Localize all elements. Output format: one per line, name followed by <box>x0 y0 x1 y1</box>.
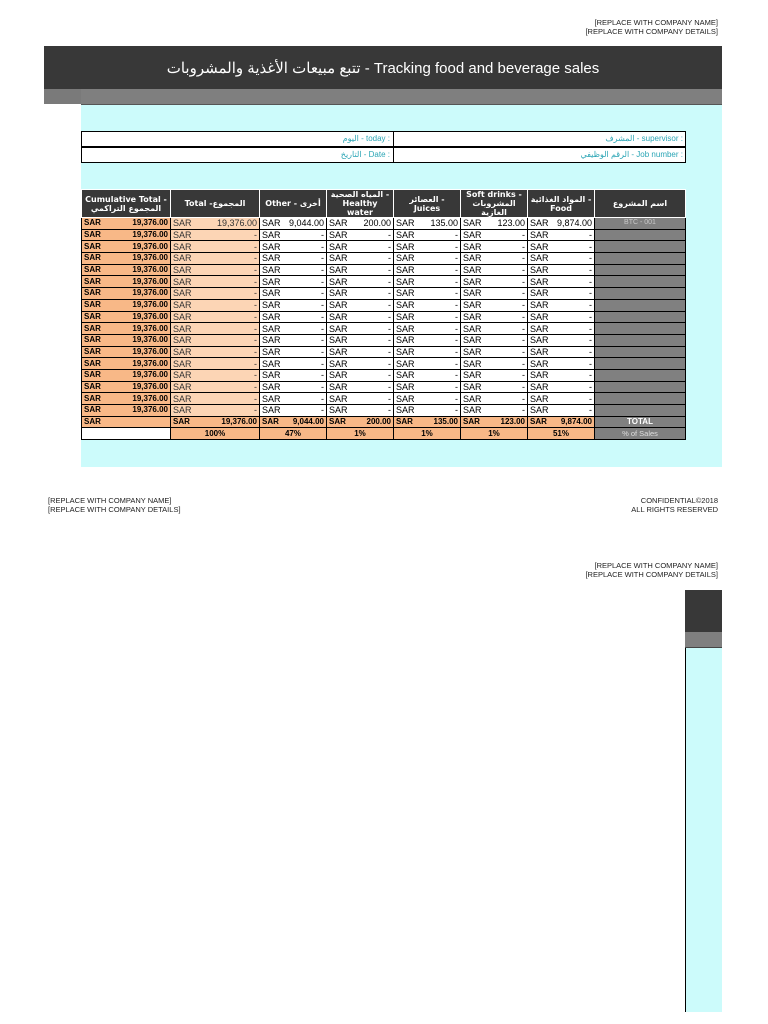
food-cell[interactable]: SAR - <box>528 393 595 405</box>
project-cell[interactable] <box>595 323 686 335</box>
page2-gray-bar <box>685 632 722 648</box>
food-cell[interactable]: SAR - <box>528 311 595 323</box>
percent-soft: 1% <box>461 428 528 440</box>
soft-cell[interactable]: SAR - <box>461 369 528 381</box>
total-cell[interactable]: SAR - <box>171 334 260 346</box>
juices-cell[interactable]: SAR - <box>394 393 461 405</box>
cumulative-cell[interactable]: SAR 19,376.00 <box>82 381 171 393</box>
juices-cell[interactable]: SAR - <box>394 405 461 417</box>
water-cell[interactable]: SAR - <box>327 264 394 276</box>
soft-cell[interactable]: SAR - <box>461 323 528 335</box>
footer-company-name: [REPLACE WITH COMPANY NAME] <box>48 496 172 505</box>
soft-cell[interactable]: SAR - <box>461 253 528 265</box>
info-divider <box>393 148 394 162</box>
other-cell[interactable]: SAR - <box>260 229 327 241</box>
page2-title-bar <box>685 590 722 632</box>
juices-cell[interactable]: SAR - <box>394 346 461 358</box>
col-soft-drinks: Soft drinks - المشروبات الغازية <box>461 190 528 218</box>
other-cell[interactable]: SAR - <box>260 299 327 311</box>
other-cell[interactable]: SAR - <box>260 346 327 358</box>
total-cell[interactable]: SAR - <box>171 253 260 265</box>
table-row <box>82 405 686 417</box>
table-row <box>82 299 686 311</box>
project-cell[interactable] <box>595 229 686 241</box>
table-row <box>82 288 686 300</box>
cumulative-cell[interactable]: SAR 19,376.00 <box>82 276 171 288</box>
percent-food: 51% <box>528 428 595 440</box>
footer-company-details: [REPLACE WITH COMPANY DETAILS] <box>48 504 181 514</box>
juices-cell[interactable]: SAR - <box>394 276 461 288</box>
cumulative-cell[interactable]: SAR 19,376.00 <box>82 393 171 405</box>
total-cell[interactable]: SAR - <box>171 381 260 393</box>
project-cell[interactable] <box>595 358 686 370</box>
project-cell[interactable] <box>595 381 686 393</box>
food-cell[interactable]: SAR - <box>528 229 595 241</box>
food-cell[interactable]: SAR - <box>528 253 595 265</box>
date-field[interactable]: التاريخ - Date : <box>340 150 390 159</box>
cumulative-cell[interactable]: SAR 19,376.00 <box>82 241 171 253</box>
supervisor-field[interactable]: المشرف - supervisor : <box>605 134 683 143</box>
cumulative-cell[interactable]: SAR 19,376.00 <box>82 218 171 230</box>
juices-cell[interactable]: SAR - <box>394 369 461 381</box>
juices-cell[interactable]: SAR - <box>394 299 461 311</box>
juices-cell[interactable]: SAR - <box>394 311 461 323</box>
percent-blank-cell <box>82 428 171 440</box>
table-row <box>82 241 686 253</box>
project-cell[interactable] <box>595 393 686 405</box>
project-cell[interactable] <box>595 299 686 311</box>
percent-label: % of Sales <box>595 428 686 440</box>
footer-rights: ALL RIGHTS RESERVED <box>631 504 718 514</box>
water-cell[interactable]: SAR - <box>327 346 394 358</box>
water-cell[interactable]: SAR - <box>327 369 394 381</box>
job-number-field[interactable]: الرقم الوظيفي - Job number : <box>580 150 683 159</box>
food-cell[interactable]: SAR - <box>528 369 595 381</box>
juices-cell[interactable]: SAR - <box>394 264 461 276</box>
cumulative-cell[interactable]: SAR 19,376.00 <box>82 229 171 241</box>
project-cell[interactable] <box>595 253 686 265</box>
cumulative-cell[interactable]: SAR 19,376.00 <box>82 334 171 346</box>
col-other: Other - أخرى <box>260 190 327 218</box>
other-cell[interactable]: SAR - <box>260 241 327 253</box>
juices-cell[interactable]: SAR - <box>394 381 461 393</box>
food-cell[interactable]: SAR - <box>528 405 595 417</box>
table-row <box>82 264 686 276</box>
juices-cell[interactable]: SAR - <box>394 253 461 265</box>
percent-other: 47% <box>260 428 327 440</box>
total-cell[interactable]: SAR - <box>171 241 260 253</box>
page2-header <box>585 562 718 579</box>
cumulative-cell[interactable]: SAR 19,376.00 <box>82 253 171 265</box>
page-title: تتبع مبيعات الأغذية والمشروبات - Tracking food and beverage sales <box>44 46 722 89</box>
food-cell[interactable]: SAR - <box>528 323 595 335</box>
other-cell[interactable]: SAR - <box>260 253 327 265</box>
soft-cell[interactable]: SAR - <box>461 405 528 417</box>
other-cell[interactable]: SAR - <box>260 369 327 381</box>
water-cell[interactable]: SAR - <box>327 253 394 265</box>
total-cell[interactable]: SAR - <box>171 276 260 288</box>
totals-water-cell: SAR 200.00 <box>327 416 394 428</box>
juices-cell[interactable]: SAR - <box>394 358 461 370</box>
totals-juices-cell: SAR 135.00 <box>394 416 461 428</box>
other-cell[interactable]: SAR - <box>260 405 327 417</box>
table-row <box>82 381 686 393</box>
col-cumulative: Cumulative Total - المجموع التراكمي <box>82 190 171 218</box>
soft-cell[interactable]: SAR - <box>461 264 528 276</box>
total-cell[interactable]: SAR - <box>171 288 260 300</box>
table-row <box>82 369 686 381</box>
project-cell[interactable] <box>595 334 686 346</box>
company-details: [REPLACE WITH COMPANY DETAILS] <box>585 26 718 36</box>
info-row-1 <box>81 131 686 147</box>
soft-cell[interactable]: SAR - <box>461 358 528 370</box>
total-cell[interactable]: SAR - <box>171 264 260 276</box>
food-cell[interactable]: SAR - <box>528 288 595 300</box>
soft-cell[interactable]: SAR - <box>461 381 528 393</box>
total-cell[interactable]: SAR - <box>171 358 260 370</box>
juices-cell[interactable]: SAR - <box>394 288 461 300</box>
soft-cell[interactable]: SAR - <box>461 346 528 358</box>
table-row <box>82 276 686 288</box>
table-row <box>82 358 686 370</box>
info-divider <box>393 132 394 146</box>
table-row <box>82 393 686 405</box>
water-cell[interactable]: SAR - <box>327 311 394 323</box>
juices-cell[interactable]: SAR - <box>394 241 461 253</box>
soft-cell[interactable]: SAR - <box>461 299 528 311</box>
percent-water: 1% <box>327 428 394 440</box>
cumulative-cell[interactable]: SAR 19,376.00 <box>82 358 171 370</box>
total-cell[interactable]: SAR - <box>171 311 260 323</box>
water-cell[interactable]: SAR - <box>327 229 394 241</box>
totals-row <box>82 416 686 428</box>
project-cell[interactable] <box>595 241 686 253</box>
food-cell[interactable]: SAR - <box>528 299 595 311</box>
project-cell[interactable] <box>595 405 686 417</box>
other-cell[interactable]: SAR - <box>260 393 327 405</box>
total-cell[interactable]: SAR - <box>171 323 260 335</box>
table-row <box>82 311 686 323</box>
food-cell[interactable]: SAR - <box>528 334 595 346</box>
water-cell[interactable]: SAR - <box>327 299 394 311</box>
food-cell[interactable]: SAR - <box>528 346 595 358</box>
info-row-2 <box>81 147 686 163</box>
other-cell[interactable]: SAR - <box>260 334 327 346</box>
percent-row <box>82 428 686 440</box>
table-row <box>82 229 686 241</box>
cumulative-cell[interactable]: SAR 19,376.00 <box>82 264 171 276</box>
other-cell[interactable]: SAR - <box>260 276 327 288</box>
soft-cell[interactable]: SAR - <box>461 393 528 405</box>
footer-left <box>48 497 181 514</box>
food-cell[interactable]: SAR - <box>528 276 595 288</box>
water-cell[interactable]: SAR 200.00 <box>327 218 394 230</box>
soft-cell[interactable]: SAR 123.00 <box>461 218 528 230</box>
soft-cell[interactable]: SAR - <box>461 276 528 288</box>
cumulative-cell[interactable]: SAR 19,376.00 <box>82 323 171 335</box>
other-cell[interactable]: SAR - <box>260 323 327 335</box>
water-cell[interactable]: SAR - <box>327 405 394 417</box>
water-cell[interactable]: SAR - <box>327 358 394 370</box>
col-food: المواد الغذائية - Food <box>528 190 595 218</box>
total-cell[interactable]: SAR - <box>171 393 260 405</box>
page1-header <box>585 19 718 36</box>
soft-cell[interactable]: SAR - <box>461 241 528 253</box>
table-row <box>82 323 686 335</box>
page2-sheet-strip <box>685 648 722 1012</box>
water-cell[interactable]: SAR - <box>327 323 394 335</box>
cumulative-cell[interactable]: SAR 19,376.00 <box>82 405 171 417</box>
project-cell[interactable] <box>595 276 686 288</box>
food-cell[interactable]: SAR - <box>528 358 595 370</box>
soft-cell[interactable]: SAR - <box>461 288 528 300</box>
other-cell[interactable]: SAR - <box>260 264 327 276</box>
total-cell[interactable]: SAR - <box>171 405 260 417</box>
project-cell[interactable] <box>595 369 686 381</box>
other-cell[interactable]: SAR - <box>260 311 327 323</box>
page2-company-details: [REPLACE WITH COMPANY DETAILS] <box>585 569 718 579</box>
company-name: [REPLACE WITH COMPANY NAME] <box>594 18 718 27</box>
other-cell[interactable]: SAR - <box>260 288 327 300</box>
total-cell[interactable]: SAR - <box>171 299 260 311</box>
footer-confidential: CONFIDENTIAL©2018 <box>640 496 718 505</box>
totals-other-cell: SAR 9,044.00 <box>260 416 327 428</box>
col-total: Total -المجموع <box>171 190 260 218</box>
soft-cell[interactable]: SAR - <box>461 311 528 323</box>
totals-label: TOTAL <box>595 416 686 428</box>
sales-table <box>81 189 686 440</box>
totals-food-cell: SAR 9,874.00 <box>528 416 595 428</box>
other-cell[interactable]: SAR - <box>260 381 327 393</box>
juices-cell[interactable]: SAR - <box>394 229 461 241</box>
table-body <box>82 218 686 417</box>
percent-juices: 1% <box>394 428 461 440</box>
cumulative-cell[interactable]: SAR 19,376.00 <box>82 288 171 300</box>
col-project: اسم المشروع <box>595 190 686 218</box>
table-header-row <box>82 190 686 218</box>
cumulative-cell[interactable]: SAR 19,376.00 <box>82 369 171 381</box>
other-cell[interactable]: SAR - <box>260 358 327 370</box>
water-cell[interactable]: SAR - <box>327 334 394 346</box>
water-cell[interactable]: SAR - <box>327 276 394 288</box>
total-cell[interactable]: SAR 19,376.00 <box>171 218 260 230</box>
soft-cell[interactable]: SAR - <box>461 334 528 346</box>
footer-right <box>631 497 718 514</box>
totals-soft-cell: SAR 123.00 <box>461 416 528 428</box>
water-cell[interactable]: SAR - <box>327 241 394 253</box>
project-cell[interactable] <box>595 346 686 358</box>
cumulative-cell[interactable]: SAR 19,376.00 <box>82 311 171 323</box>
soft-cell[interactable]: SAR - <box>461 229 528 241</box>
total-cell[interactable]: SAR - <box>171 369 260 381</box>
title-underbar-inner <box>81 89 722 105</box>
col-water: المياه الصحية - Healthy water <box>327 190 394 218</box>
total-cell[interactable]: SAR - <box>171 346 260 358</box>
totals-cum-cell: SAR <box>82 416 171 428</box>
water-cell[interactable]: SAR - <box>327 393 394 405</box>
project-cell[interactable] <box>595 311 686 323</box>
project-cell[interactable] <box>595 288 686 300</box>
cumulative-cell[interactable]: SAR 19,376.00 <box>82 299 171 311</box>
table-row <box>82 334 686 346</box>
percent-total: 100% <box>171 428 260 440</box>
table-row <box>82 218 686 230</box>
food-cell[interactable]: SAR - <box>528 264 595 276</box>
table-row <box>82 346 686 358</box>
col-juices: العصائر - Juices <box>394 190 461 218</box>
juices-cell[interactable]: SAR - <box>394 323 461 335</box>
food-cell[interactable]: SAR 9,874.00 <box>528 218 595 230</box>
cumulative-cell[interactable]: SAR 19,376.00 <box>82 346 171 358</box>
water-cell[interactable]: SAR - <box>327 381 394 393</box>
food-cell[interactable]: SAR - <box>528 381 595 393</box>
today-field[interactable]: اليوم - today : <box>342 134 390 143</box>
totals-total-cell: SAR 19,376.00 <box>171 416 260 428</box>
food-cell[interactable]: SAR - <box>528 241 595 253</box>
other-cell[interactable]: SAR 9,044.00 <box>260 218 327 230</box>
project-cell[interactable]: BTC - 001 <box>595 218 686 230</box>
total-cell[interactable]: SAR - <box>171 229 260 241</box>
juices-cell[interactable]: SAR - <box>394 334 461 346</box>
water-cell[interactable]: SAR - <box>327 288 394 300</box>
juices-cell[interactable]: SAR 135.00 <box>394 218 461 230</box>
page2-company-name: [REPLACE WITH COMPANY NAME] <box>594 561 718 570</box>
table-row <box>82 253 686 265</box>
project-cell[interactable] <box>595 264 686 276</box>
